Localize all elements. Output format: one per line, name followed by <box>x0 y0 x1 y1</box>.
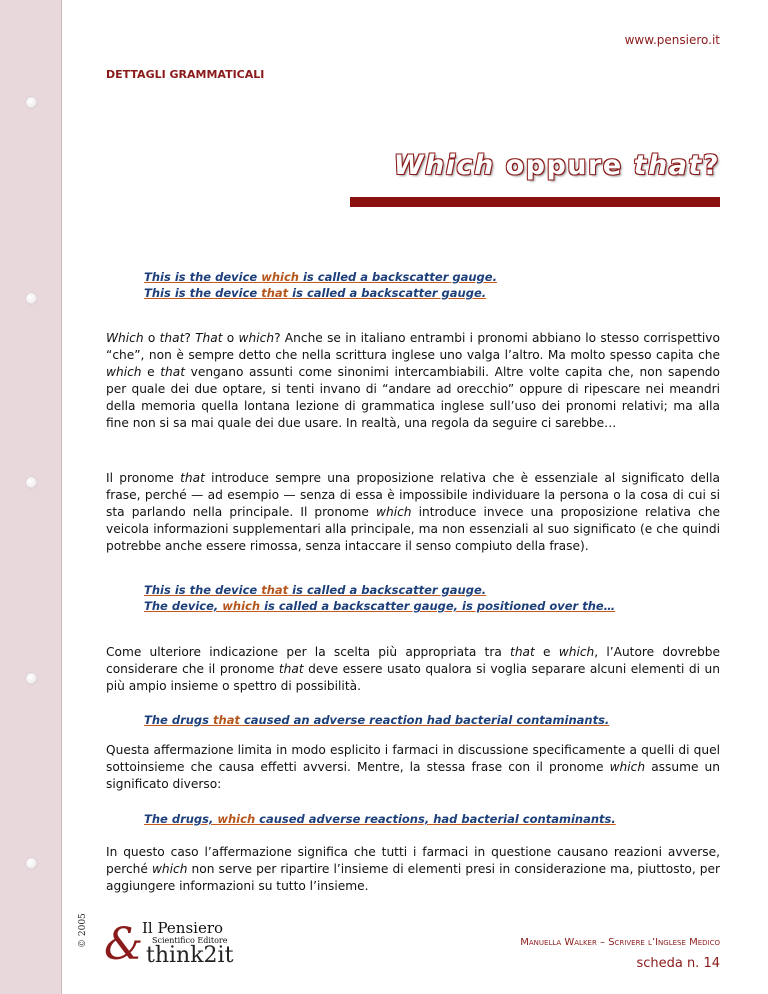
paragraph-1 <box>106 330 720 432</box>
text-italic: which <box>151 862 188 876</box>
example-text: is called a backscatter gauge. <box>288 286 487 300</box>
text-italic: which <box>106 365 142 379</box>
publisher-logo <box>100 917 290 975</box>
author-credit: Manuella Walker – Scrivere l’Inglese Medico <box>520 937 720 948</box>
example-block-2 <box>144 582 615 614</box>
paragraph-3 <box>106 644 720 695</box>
title-rule <box>350 197 720 207</box>
binder-hole <box>26 477 37 488</box>
title-which: Which <box>393 150 495 181</box>
paragraph-4 <box>106 742 720 793</box>
text-italic: which <box>609 760 646 774</box>
text: e <box>534 645 559 659</box>
example-pronoun: which <box>261 270 299 284</box>
logo-ampersand: & <box>104 919 144 970</box>
text: deve essere usato qualora si voglia separare alcuni elementi di un più ampio insieme o spettro di possibilità. <box>106 662 721 693</box>
example-pronoun: that <box>261 286 289 300</box>
text-italic: which <box>376 505 412 519</box>
example-text: The device, <box>144 599 223 613</box>
example-line <box>144 582 615 598</box>
copyright-notice: © 2005 <box>78 913 88 948</box>
example-line <box>144 712 609 728</box>
text-italic: That <box>195 331 223 345</box>
example-text: is called a backscatter gauge, is positioned over the… <box>260 599 616 613</box>
binder-margin <box>0 0 62 994</box>
page-title <box>394 150 720 181</box>
section-kicker: DETTAGLI GRAMMATICALI <box>106 68 265 81</box>
example-block-1 <box>144 269 497 301</box>
paragraph-5 <box>106 844 720 895</box>
example-text: caused adverse reactions, had bacterial contaminants. <box>255 812 616 826</box>
text-italic: which <box>238 331 275 345</box>
text-italic: that <box>510 645 535 659</box>
logo-brand: think2it <box>146 943 234 968</box>
example-text: caused an adverse reaction had bacterial contaminants. <box>239 713 610 727</box>
title-question: ? <box>702 150 720 181</box>
text: Come ulteriore indicazione per la scelta più appropriata tra <box>106 645 511 659</box>
example-block-3 <box>144 712 609 728</box>
margin-edge <box>61 0 62 994</box>
text: o <box>143 331 160 345</box>
logo-subtitle: Scientifico Editore <box>152 936 228 945</box>
example-line <box>144 598 615 614</box>
text: ? <box>184 331 196 345</box>
title-oppure: oppure <box>494 150 634 181</box>
example-pronoun: that <box>261 583 289 597</box>
binder-hole <box>26 858 37 869</box>
example-pronoun: that <box>213 713 240 727</box>
text: introduce invece una proposizione relativa che veicola informazioni supplementari alla principale, ma non essenziali al suo significato (e che quindi potrebbe anche essere rimossa, senza intaccare il senso compiuto della frase). <box>106 505 720 553</box>
text: vengano assunti come sinonimi intercambiabili. Altre volte capita che, non sapendo per quale dei due optare, si tenti invano di “andare ad orecchio” oppure di ripescare nei meandri della memoria quella lontana lezione di grammatica inglese sull’uso dei pronomi relativi; ma alla fine non si sa mai quale dei due usare. In realtà, una regola da seguire ci sarebbe… <box>106 365 721 430</box>
website-link[interactable]: www.pensiero.it <box>624 33 720 47</box>
example-text: This is the device <box>144 270 262 284</box>
example-text: is called a backscatter gauge. <box>298 270 497 284</box>
text-italic: Which <box>106 331 144 345</box>
binder-hole <box>26 293 37 304</box>
example-block-4 <box>144 811 616 827</box>
text: assume un significato diverso: <box>106 760 720 791</box>
sheet-number: scheda n. 14 <box>636 956 720 971</box>
example-line <box>144 269 497 285</box>
example-pronoun: which <box>222 599 261 613</box>
text: introduce sempre una proposizione relativa che è essenziale al significato della frase, perché — ad esempio — senza di essa è impossibile individuare la persona o la cosa di cui si sta parlando nella principale. Il pronome <box>106 471 720 519</box>
example-text: This is the device <box>144 583 262 597</box>
binder-hole <box>26 673 37 684</box>
text: ? Anche se in italiano entrambi i pronomi abbiano lo stesso corrispettivo “che”, non è sempre detto che nella scrittura inglese uno valga l’altro. Ma molto spesso capita che <box>106 331 720 362</box>
text: e <box>141 365 161 379</box>
text: non serve per ripartire l’insieme di elementi presi in considerazione ma, piuttosto, per aggiungere informazioni su tutto l’insieme. <box>106 862 720 893</box>
example-line <box>144 811 616 827</box>
text-italic: that <box>160 365 185 379</box>
logo-name: Il Pensiero <box>142 919 224 937</box>
text: Questa affermazione limita in modo esplicito i farmaci in discussione specificamente a quelli di quel sottoinsieme che causa effetti avversi. Mentre, la stessa frase con il pronome <box>106 743 720 774</box>
text: o <box>222 331 239 345</box>
text: , l’Autore dovrebbe considerare che il pronome <box>106 645 720 676</box>
text: Il pronome <box>106 471 181 485</box>
text-italic: which <box>558 645 595 659</box>
example-text: is called a backscatter gauge. <box>288 583 487 597</box>
text-italic: that <box>180 471 205 485</box>
example-line <box>144 285 497 301</box>
example-text: This is the device <box>144 286 262 300</box>
example-text: The drugs, <box>144 812 218 826</box>
example-pronoun: which <box>217 812 256 826</box>
text: In questo caso l’affermazione significa che tutti i farmaci in questione causano reazioni avverse, perché <box>106 845 720 876</box>
example-text: The drugs <box>144 713 214 727</box>
text-italic: that <box>159 331 185 345</box>
text-italic: that <box>278 662 304 676</box>
title-that: that <box>633 150 703 181</box>
paragraph-2 <box>106 470 720 555</box>
binder-hole <box>26 97 37 108</box>
